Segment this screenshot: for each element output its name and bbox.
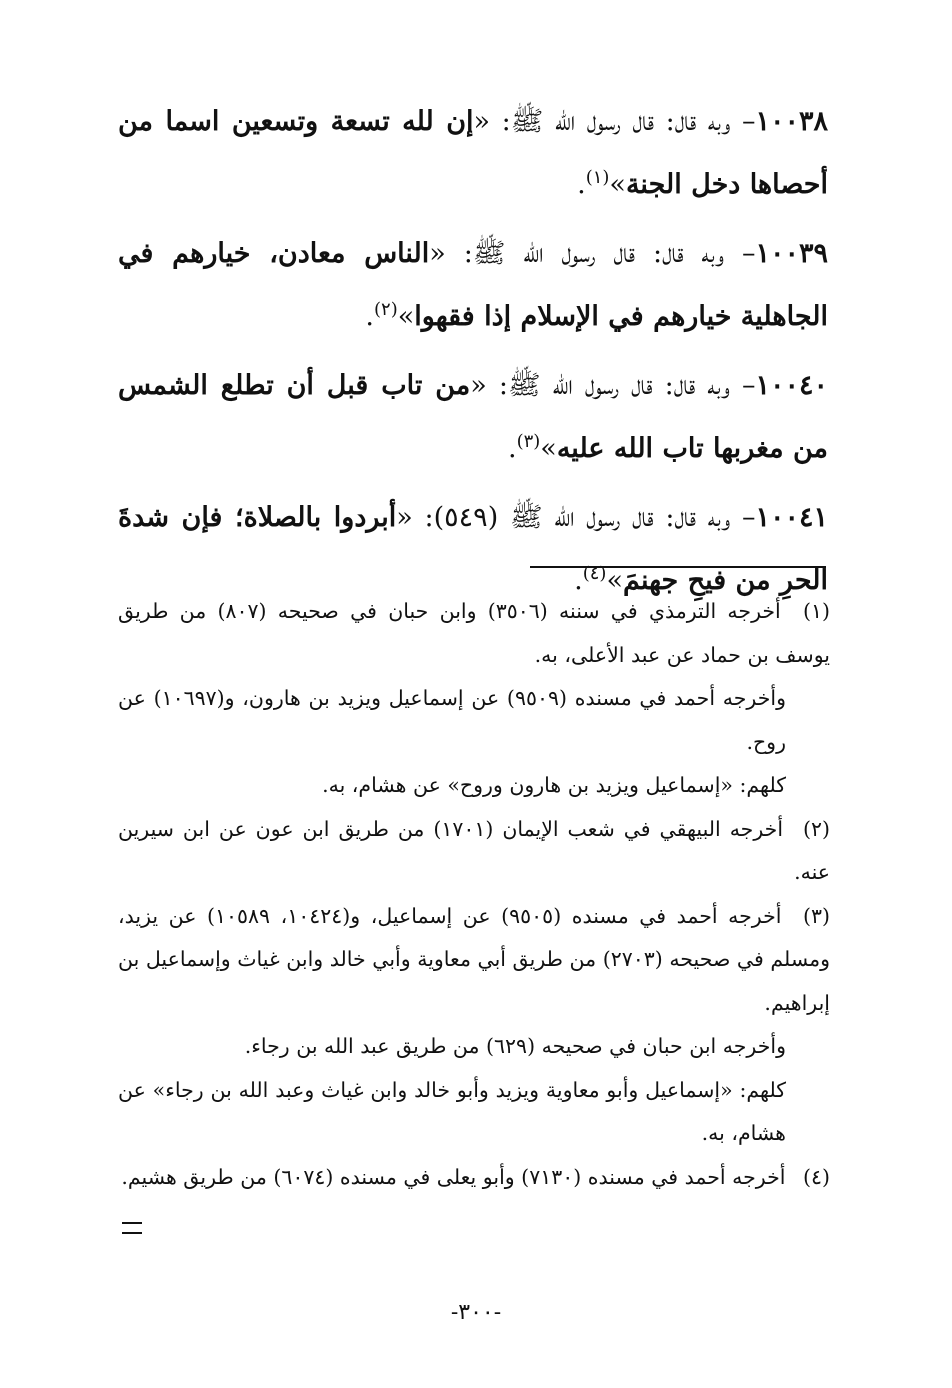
hadith-number: ١٠٠٣٩ <box>755 238 828 269</box>
footnote-text: أخرجه أحمد في مسنده (٧١٣٠) وأبو يعلى في مسنده (٦٠٧٤) من طريق هشيم. <box>121 1164 786 1189</box>
footnote-separator <box>530 566 826 568</box>
hadith-end: . <box>365 301 374 332</box>
hadith-10040 <box>118 354 828 480</box>
footnote-3-line-3: كلهم: «إسماعيل وأبو معاوية ويزيد وأبو خالد وابن غياث وعبد الله بن رجاء» عن هشام، به. <box>118 1077 786 1145</box>
hadith-intro: – وبه قال: قال رسول الله ﷺ: « <box>470 370 756 401</box>
footnote-reference[interactable]: (١) <box>585 167 610 188</box>
hadith-10038 <box>118 90 828 216</box>
footnote-3 <box>118 895 830 1026</box>
footnote-4 <box>118 1156 830 1200</box>
footnote-reference[interactable]: (٣) <box>516 431 541 452</box>
hadith-matn: من تاب قبل أن تطلع الشمس من مغربها تاب الله عليه <box>118 370 828 464</box>
footnotes <box>118 590 830 1199</box>
footnote-1-line-2: وأخرجه أحمد في مسنده (٩٥٠٩) عن إسماعيل ويزيد بن هارون، و(١٠٦٩٧) عن روح. <box>118 686 786 754</box>
hadith-number: ١٠٠٤٠ <box>755 370 828 401</box>
quote-close: » <box>540 433 557 464</box>
hadith-10039 <box>118 222 828 348</box>
hadith-matn: الناس معادن، خيارهم في الجاهلية خيارهم في الإسلام إذا فقهوا <box>118 238 828 332</box>
footnote-reference[interactable]: (٢) <box>373 299 398 320</box>
hadith-end: . <box>577 169 586 200</box>
hadith-number: ١٠٠٣٨ <box>755 106 828 137</box>
hadith-matn: أبردوا بالصلاة؛ فإن شدةَ الحرِ من فيحِ جهنمَ <box>118 502 828 596</box>
footnote-text: أخرجه الترمذي في سننه (٣٥٠٦) وابن حبان في صحيحه (٨٠٧) من طريق يوسف بن حماد عن عبد الأعلى، به. <box>118 599 830 667</box>
footnote-reference[interactable]: (٤) <box>582 563 607 584</box>
quote-close: » <box>609 169 626 200</box>
page-number: -٣٠٠- <box>450 1300 502 1325</box>
hadith-intro: – وبه قال: قال رسول الله ﷺ: « <box>429 238 756 269</box>
quote-close: » <box>606 565 623 596</box>
footnote-marker: (١) <box>802 599 830 623</box>
footnote-marker: (٤) <box>802 1164 830 1189</box>
footnote-text: أخرجه البيهقي في شعب الإيمان (١٧٠١) من طريق ابن عون عن ابن سيرين عنه. <box>118 816 830 884</box>
footnote-1 <box>118 590 830 677</box>
footnote-1-line-3: كلهم: «إسماعيل ويزيد بن هارون وروح» عن هشام، به. <box>322 773 786 797</box>
hadith-matn: إن لله تسعة وتسعين اسما من أحصاها دخل الجنة <box>118 106 828 200</box>
quote-close: » <box>397 301 415 332</box>
hadith-end: . <box>507 433 517 464</box>
footnote-marker: (٢) <box>802 816 830 841</box>
section-end-mark <box>122 1222 142 1234</box>
footnote-text: أخرجه أحمد في مسنده (٩٥٠٥) عن إسماعيل، و(١٠٤٢٤، ١٠٥٨٩) عن يزيد، ومسلم في صحيحه (٢٧٠٣) من طريق أبي معاوية وأبي خالد وابن غياث وإسماعيل بن إبراهيم. <box>118 903 830 1015</box>
footnote-2 <box>118 808 830 895</box>
hadith-end: . <box>574 565 583 596</box>
footnote-3-line-2: وأخرجه ابن حبان في صحيحه (٦٢٩) من طريق عبد الله بن رجاء. <box>244 1034 786 1058</box>
hadith-text-block <box>118 90 828 618</box>
hadith-intro: – وبه قال: قال رسول الله ﷺ: « <box>473 106 756 137</box>
hadith-intro: – وبه قال: قال رسول الله ﷺ (٥٤٩): « <box>396 502 756 533</box>
footnote-marker: (٣) <box>802 903 830 928</box>
hadith-number: ١٠٠٤١ <box>755 502 828 533</box>
